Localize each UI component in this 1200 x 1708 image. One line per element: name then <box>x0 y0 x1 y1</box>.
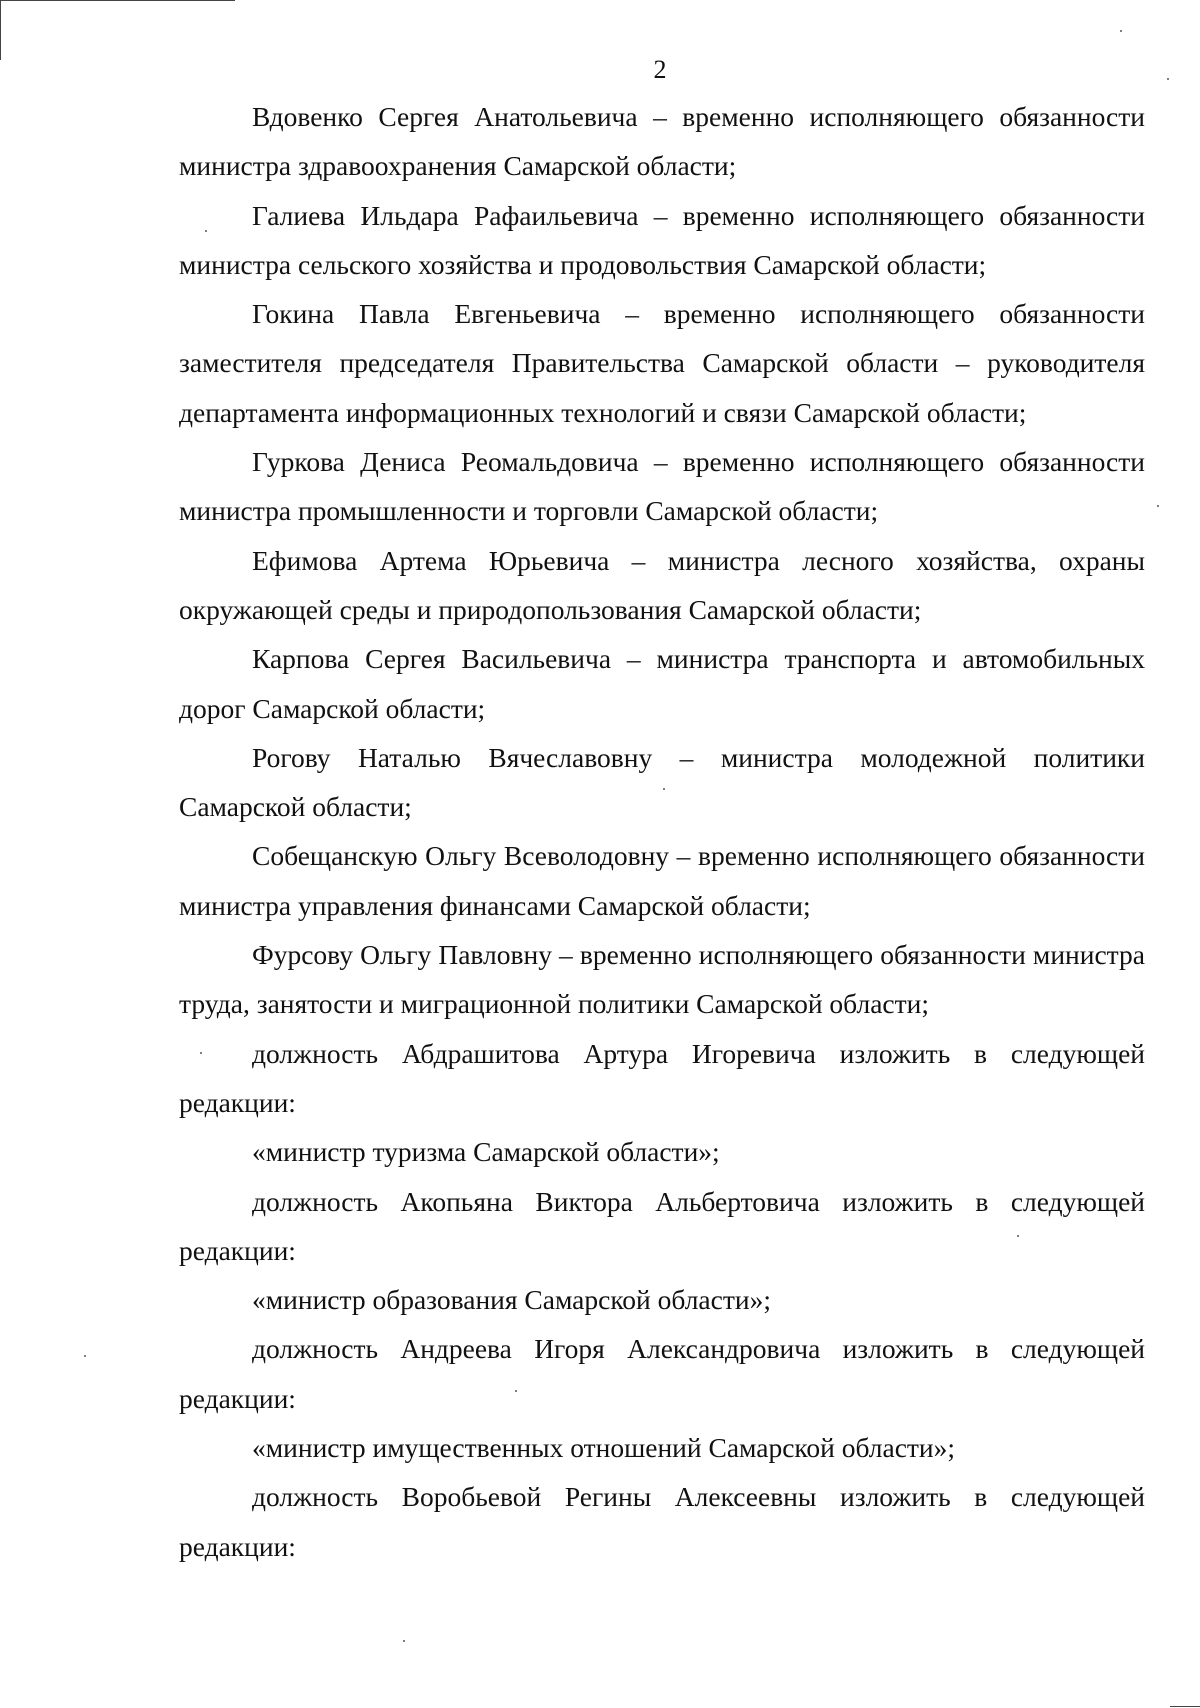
scan-speck <box>1120 30 1122 32</box>
page-number: 2 <box>653 55 667 84</box>
paragraph: Гокина Павла Евгеньевича – временно исполняющего обязанности заместителя председателя Правительства Самарской области – руководителя департамента информационных технологий и связи Самарской области; <box>179 298 1145 428</box>
paragraph: Карпова Сергея Васильевича – министра транспорта и автомобильных дорог Самарской области; <box>179 643 1145 724</box>
paragraph: Галиева Ильдара Рафаильевича – временно исполняющего обязанности министра сельского хозяйства и продовольствия Самарской области; <box>179 199 1145 280</box>
paragraph: «министр туризма Самарской области»; <box>252 1136 720 1168</box>
paragraph: Фурсову Ольгу Павловну – временно исполняющего обязанности министра труда, занятости и миграционной политики Самарской области; <box>179 939 1145 1020</box>
paragraph: «министр имущественных отношений Самарской области»; <box>252 1432 956 1464</box>
scan-speck <box>1157 505 1159 507</box>
paragraph: должность Акопьяна Виктора Альбертовича изложить в следующей редакции: <box>179 1185 1145 1266</box>
paragraph: Ефимова Артема Юрьевича – министра лесного хозяйства, охраны окружающей среды и природопользования Самарской области; <box>179 544 1145 625</box>
scan-speck <box>84 1355 86 1357</box>
paragraph: должность Воробьевой Регины Алексеевны изложить в следующей редакции: <box>179 1481 1145 1562</box>
paragraph: Гуркова Дениса Реомальдовича – временно исполняющего обязанности министра промышленности и торговли Самарской области; <box>179 446 1145 527</box>
document-body <box>179 92 1145 1571</box>
scan-edge-bottom <box>1170 1706 1200 1707</box>
paragraph: Вдовенко Сергея Анатольевича – временно исполняющего обязанности министра здравоохранения Самарской области; <box>179 101 1145 182</box>
scan-edge-left <box>0 0 1 60</box>
paragraph: Рогову Наталью Вячеславовну – министра молодежной политики Самарской области; <box>179 741 1145 823</box>
scan-edge-top <box>0 0 235 1</box>
paragraph: должность Абдрашитова Артура Игоревича изложить в следующей редакции: <box>179 1037 1145 1118</box>
scan-speck <box>403 1640 405 1642</box>
paragraph: должность Андреева Игоря Александровича изложить в следующей редакции: <box>179 1333 1145 1414</box>
paragraph: Собещанскую Ольгу Всеволодовну – временно исполняющего обязанности министра управления финансами Самарской области; <box>179 840 1145 921</box>
paragraph: «министр образования Самарской области»; <box>252 1284 771 1316</box>
